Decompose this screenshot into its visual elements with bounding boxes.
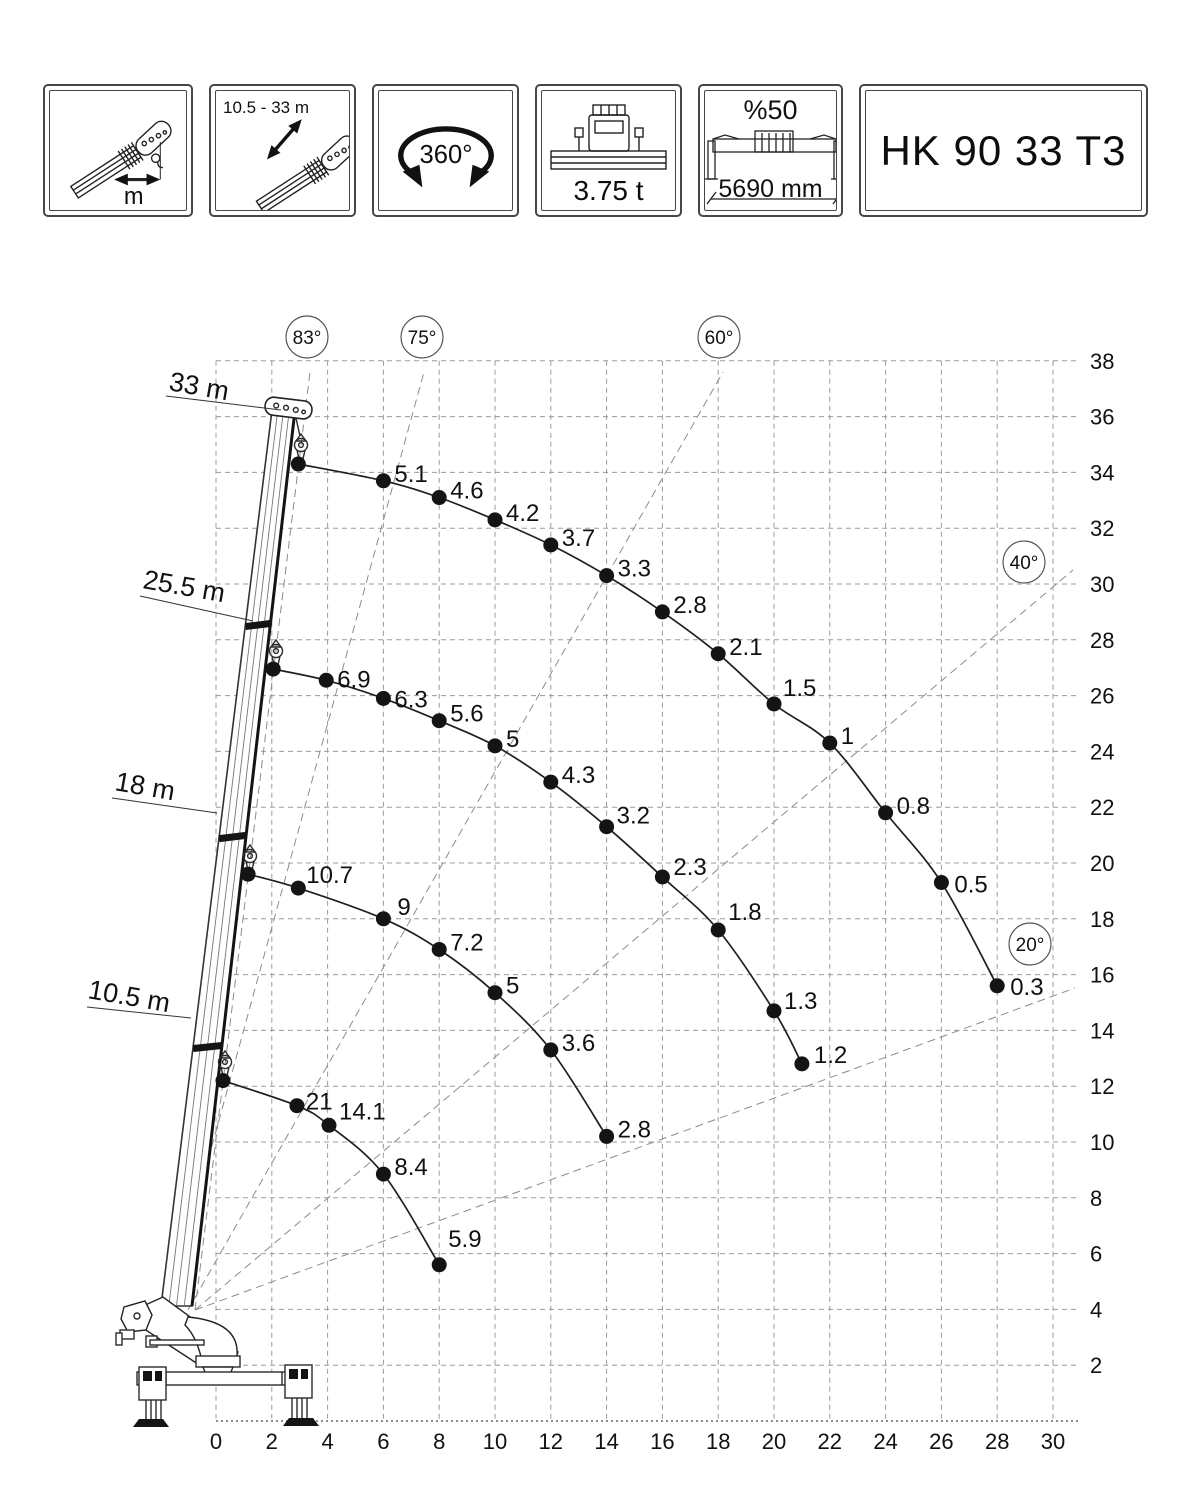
load-value-label: 2.8 [673, 591, 707, 619]
load-point [321, 1118, 336, 1133]
load-value-label: 21 [305, 1088, 333, 1116]
hook-icon [295, 434, 308, 459]
y-tick-label: 34 [1090, 460, 1115, 486]
load-value-label: 4.2 [506, 499, 540, 527]
load-value-label: 1.8 [728, 898, 762, 926]
y-tick-label: 32 [1090, 516, 1115, 542]
x-tick-label: 16 [650, 1429, 675, 1454]
y-tick-label: 18 [1090, 906, 1115, 932]
load-point [376, 1167, 391, 1182]
y-tick-label: 38 [1090, 348, 1115, 374]
load-point [543, 537, 558, 552]
x-tick-label: 20 [761, 1429, 787, 1454]
load-point [655, 604, 670, 619]
load-point [934, 875, 949, 890]
load-value-label: 5.9 [448, 1225, 482, 1253]
load-point [432, 713, 447, 728]
load-point [599, 1129, 614, 1144]
load-value-label: 1.5 [783, 674, 817, 702]
load-point [432, 1257, 447, 1272]
angle-line-20 [195, 988, 1075, 1310]
x-tick-label: 10 [482, 1429, 508, 1454]
load-value-label: 5.6 [450, 700, 484, 728]
x-tick-label: 22 [817, 1429, 843, 1454]
load-value-label: 2.1 [729, 633, 763, 661]
truck-capacity-label: 3.75 t [573, 174, 644, 206]
x-tick-label: 6 [377, 1429, 390, 1454]
x-tick-label: 2 [265, 1429, 278, 1454]
boom-collar [219, 835, 246, 838]
model-name: HK 90 33 T3 [880, 126, 1127, 174]
x-tick-label: 24 [873, 1429, 898, 1454]
reach-unit-label: m [123, 184, 144, 210]
load-value-label: 1.2 [813, 1041, 848, 1069]
load-point [376, 473, 391, 488]
load-point [794, 1056, 809, 1071]
x-tick-label: 8 [433, 1429, 446, 1454]
load-point [241, 867, 256, 882]
load-value-label: 4.3 [561, 762, 596, 790]
load-point [488, 738, 503, 753]
x-tick-label: 26 [929, 1429, 954, 1454]
load-value-label: 7.2 [450, 929, 484, 957]
boom-length-label: 25.5 m [140, 564, 228, 609]
load-value-label: 3.7 [561, 524, 596, 552]
load-value-label: 1.3 [784, 987, 818, 1015]
load-value-label: 5 [506, 725, 520, 753]
x-tick-label: 28 [984, 1429, 1010, 1454]
y-tick-label: 36 [1090, 404, 1115, 430]
load-point [488, 512, 503, 527]
load-point [319, 673, 334, 688]
y-tick-label: 28 [1090, 627, 1115, 653]
load-value-label: 8.4 [394, 1154, 428, 1182]
angle-line-83 [195, 372, 310, 1310]
angle-badge-label: 60° [704, 328, 734, 349]
y-tick-label: 12 [1090, 1074, 1115, 1100]
rotation-label: 360° [419, 140, 473, 169]
load-point [543, 1042, 558, 1057]
load-value-label: 3.3 [617, 555, 651, 583]
load-value-label: 2.8 [617, 1116, 651, 1144]
x-tick-label: 0 [209, 1429, 223, 1454]
crane-illustration [116, 396, 319, 1427]
x-tick-label: 12 [538, 1429, 564, 1454]
y-tick-label: 24 [1090, 739, 1115, 765]
load-point [767, 1003, 782, 1018]
angle-badge-label: 20° [1015, 935, 1045, 956]
y-tick-label: 16 [1090, 962, 1115, 988]
grid [216, 361, 1080, 1421]
angle-badge-label: 83° [292, 328, 322, 349]
load-point [543, 775, 558, 790]
load-point [711, 922, 726, 937]
angle-badges [286, 316, 1051, 965]
load-value-label: 10.7 [306, 862, 354, 890]
load-point [215, 1073, 230, 1088]
load-value-label: 2.3 [673, 853, 707, 881]
boom-angle-lines [167, 372, 1075, 1310]
load-value-label: 14.1 [338, 1098, 386, 1126]
load-point [289, 1098, 304, 1113]
outrigger-spread-label: 5690 mm [718, 175, 823, 203]
load-value-label: 0.3 [1010, 973, 1044, 1001]
y-tick-label: 4 [1090, 1297, 1103, 1323]
boom-length-label: 10.5 m [85, 974, 173, 1019]
load-value-label: 3.6 [561, 1029, 596, 1057]
load-value-label: 6.9 [337, 666, 371, 694]
load-point [376, 911, 391, 926]
load-value-label: 3.2 [616, 802, 650, 830]
y-tick-label: 6 [1090, 1241, 1103, 1267]
y-tick-label: 8 [1090, 1185, 1103, 1211]
y-tick-label: 10 [1090, 1130, 1115, 1155]
load-point [599, 819, 614, 834]
boom-length-range-label: 10.5 - 33 m [223, 98, 309, 117]
load-value-label: 0.5 [954, 871, 988, 899]
load-value-label: 9 [397, 893, 411, 921]
load-point [767, 696, 782, 711]
load-point [432, 942, 447, 957]
load-point [488, 985, 503, 1000]
x-tick-label: 4 [321, 1429, 334, 1454]
load-point [376, 691, 391, 706]
x-tick-label: 14 [594, 1429, 619, 1454]
outrigger-percent-label: %50 [743, 95, 798, 125]
y-tick-label: 30 [1090, 572, 1115, 597]
y-tick-label: 14 [1090, 1018, 1115, 1044]
boom-collar [193, 1046, 222, 1049]
angle-badge-label: 75° [407, 328, 437, 349]
load-point [990, 978, 1005, 993]
load-point [291, 881, 306, 896]
load-point [432, 490, 447, 505]
load-curve-18m [248, 874, 606, 1136]
load-value-label: 0.8 [896, 792, 930, 820]
load-value-label: 1 [840, 723, 855, 751]
y-tick-label: 2 [1090, 1353, 1103, 1379]
load-point [655, 869, 670, 884]
load-point [266, 662, 281, 677]
boom-length-label: 18 m [112, 766, 178, 807]
x-tick-label: 18 [705, 1429, 731, 1454]
y-tick-label: 22 [1090, 795, 1115, 821]
y-tick-label: 26 [1090, 683, 1115, 709]
load-value-label: 5.1 [394, 460, 428, 488]
load-value-label: 4.6 [450, 477, 484, 505]
load-point [878, 805, 893, 820]
load-point [822, 736, 837, 751]
boom-length-label: 33 m [166, 366, 232, 407]
boom-collar [246, 624, 271, 627]
load-value-label: 6.3 [394, 686, 428, 714]
x-tick-label: 30 [1040, 1429, 1066, 1454]
y-tick-label: 20 [1090, 851, 1115, 876]
load-point [711, 646, 726, 661]
load-point [599, 568, 614, 583]
load-point [291, 457, 306, 472]
angle-badge-label: 40° [1009, 553, 1039, 574]
load-value-label: 5 [506, 972, 520, 1000]
load-curves [215, 457, 1043, 1273]
